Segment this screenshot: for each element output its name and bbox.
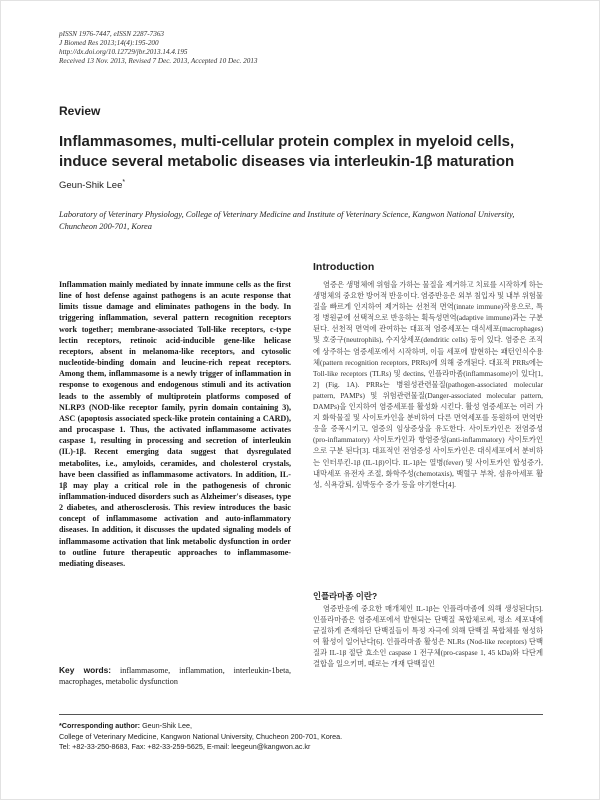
footnote-divider bbox=[59, 714, 543, 715]
inflammasome-subheading: 인플라마좀 이란? bbox=[313, 591, 378, 601]
corresponding-author-name: Geun-Shik Lee, bbox=[142, 721, 193, 730]
corresponding-author-address: College of Veterinary Medicine, Kangwon National University, Chucheon 200-701, Korea. bbox=[59, 731, 343, 741]
paper-title: Inflammasomes, multi-cellular protein complex in myeloid cells, induce several metabolic diseases via interleukin-1β maturation bbox=[59, 133, 515, 170]
keywords-block bbox=[59, 665, 291, 687]
abstract-text: Inflammation mainly mediated by innate immune cells as the first line of host defense against pathogens is an acute response that limits tissue damage and eliminates pathogens in the body. In triggering inflammation, several pattern recognition receptors work together; membrane-associated Toll-like receptors, c-type lectin receptors, retinoic acid-inducible gene-like helicase receptors, absent in melanoma-like receptors, and cytosolic nucleotide-binding domain and leucine-rich repeat receptors. Among them, inflammasome is a newly trigger of inflammation in response to exogenous and endogenous stimuli and its activation leads to the assembly of multiprotein platforms composed of NLRP3 (NOD-like receptor family, pyrin domain containing 3), ASC (apoptosis associated speck-like protein containing a CARD), and procaspase 1. Thus, the activated inflammasome activates caspase 1, resulting in processing and secretion of interleukin (IL)-1β. Recent emerging data suggest that dysregulated metabolites, i.e., amyloids, ceramides, and cholesterol crystals, have been classified as inflammasome activators. In addition, IL-1β may play a critical role in the pathogenesis of chronic inflammation-induced disorders such as Alzheimer's diseases, type 2 diabetes, and atherosclerosis. This review introduces the basic concept of inflammasome activation and auto-inflammatory diseases. In addition, it discusses the updated signaling models of inflammasome activation that link metabolic dysfunction in order to outline future therapeutic approaches to inflammasome-mediating diseases. bbox=[59, 280, 291, 568]
introduction-paragraph-1: 염증은 생명체에 위험을 가하는 물질을 제거하고 치료를 시작하게 하는 생명체의 중요한 방어적 반응이다. 염증반응은 외부 침입자 및 내부 위험물질을 빠르게 인지하여 제거하는 선천적 면역(innate immune)작용으로, 특정 병원균에 선택적으로 반응하는 획득성면역(adaptive immune)과는 구분된다. 선천적 면역에 관여하는 대표적 염증세포는 대식세포(macrophages) 및 호중구(neutrophils), 수지상세포(dendritic cells) 등이 있다. 염증은 조직에 상주하는 염증세포에서 시작하며, 이들 세포에 발현하는 패턴인식수용체(pattern recognition receptors, PRRs)에 의해 중개된다. 대표적 PRRs에는 Toll-like receptors (TLRs) 및 dectins, 인플라마좀(inflammasome)이 있다[1, 2] (Fig. 1A). PRRs는 병원성관련물질(pathogen-associated molecular pattern, PAMPs) 및 위험관련물질(Danger-associated molecular pattern, DAMPs)을 인지하여 염증세포를 활성화 시킨다. 활성 염증세포는 여러 가지 화학물질 및 사이토카인을 분비하여 다른 면역세포를 동원하여 면역반응을 증폭시키고, 염증의 임상증상을 유도한다. 사이토카인은 전염증성(pro-inflammatory) 사이토카인과 항염증성(anti-inflammatory) 사이토카인으로 구분 된다[3]. 대표적인 전염증성 사이토카인은 대식세포에서 분비하는 인터루킨-1β (IL-1β)이다. IL-1β는 열병(fever) 및 사이토카인 합성증가, 내막세포 유전자 조절, 화학주성(chemotaxis), 백혈구 부착, 섬유아세포 활성, 식욕감퇴, 심박동수 증가 등을 야기한다[4]. bbox=[313, 280, 543, 489]
corresponding-author-label: *Corresponding author: bbox=[59, 721, 141, 730]
received-dates: Received 13 Nov. 2013, Revised 7 Dec. 2013, Accepted 10 Dec. 2013 bbox=[59, 57, 258, 65]
article-type-label: Review bbox=[59, 104, 101, 118]
keywords-label: Key words: bbox=[59, 665, 112, 675]
publication-metadata bbox=[59, 30, 359, 66]
issn-line: pISSN 1976-7447, eISSN 2287-7363 bbox=[59, 30, 165, 38]
introduction-heading: Introduction bbox=[313, 261, 375, 273]
corresponding-author-footnote bbox=[59, 721, 543, 753]
keywords-text: inflammasome, inflammation, interleukin-1beta, macrophages, metabolic dysfunction bbox=[59, 666, 291, 687]
corresponding-author-contact: Tel: +82-33-250-8683, Fax: +82-33-259-5625, E-mail: leegeun@kangwon.ac.kr bbox=[59, 742, 311, 751]
corresponding-author-line bbox=[59, 721, 543, 732]
introduction-paragraph-2: 염증반응에 중요한 매개체인 IL-1β는 인플라마좀에 의해 생성된다[5]. 인플라마좀은 염증세포에서 발현되는 단백질 복합체로써, 평소 세포내에 균질하게 존재하던 단백질들이 특정 자극에 의해 단백질 복합체를 형성하여 활성이 일어난다[6]. 인플라마좀 활성은 NLRs (Nod-like receptors) 단백질과 IL-1β 절단 효소인 caspase 1 전구체(pro-caspase 1, 45 kDa)와 다단계 결합을 일으키며, 때로는 개재 단백질인 bbox=[313, 604, 543, 669]
doi-link[interactable]: http://dx.doi.org/10.12729/jbr.2013.14.4.195 bbox=[59, 48, 188, 56]
author-affiliation: Laboratory of Veterinary Physiology, College of Veterinary Medicine and Institute of Veterinary Science, Kangwon National University, Chuncheon 200-701, Korea bbox=[59, 210, 515, 231]
author-name: Geun-Shik Lee bbox=[59, 180, 123, 192]
journal-citation: J Biomed Res 2013;14(4):195-200 bbox=[59, 39, 159, 47]
corresponding-mark: * bbox=[122, 179, 126, 186]
author-line bbox=[59, 179, 125, 191]
